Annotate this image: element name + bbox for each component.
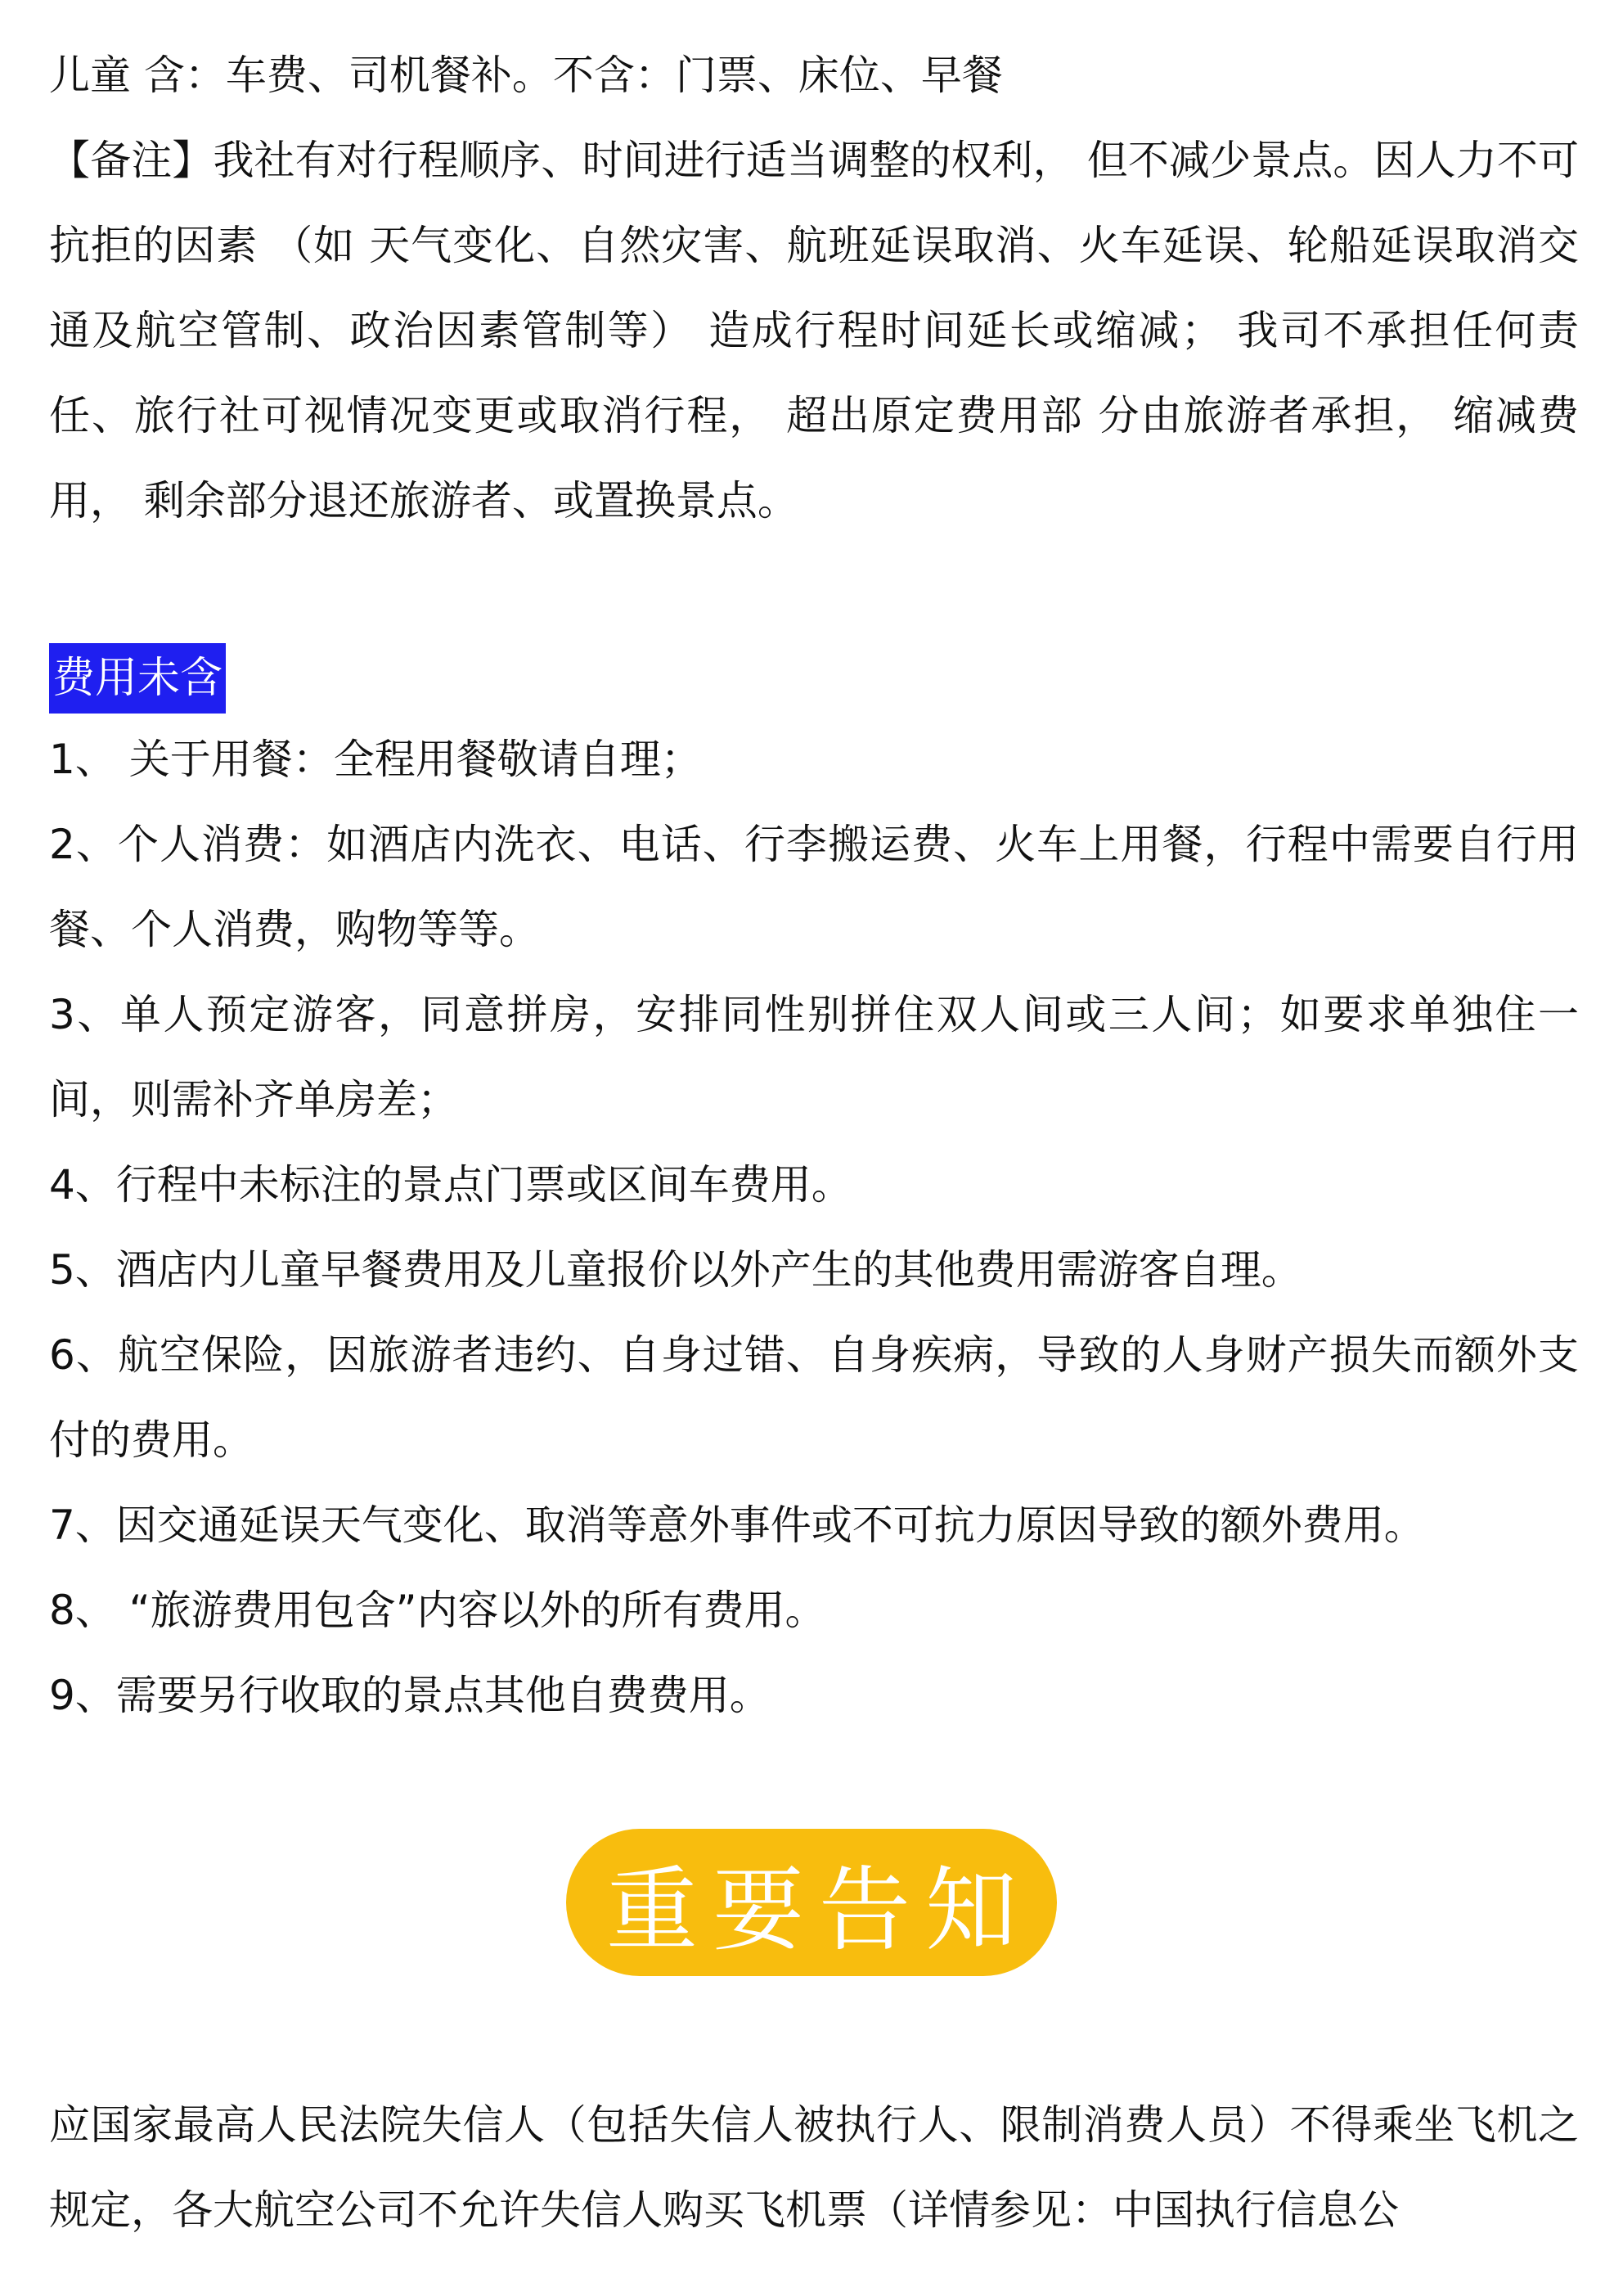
important-notice-banner: 重要告知 xyxy=(566,1829,1057,1976)
child-price-line: 儿童 含：车费、司机餐补。不含：门票、床位、早餐 xyxy=(49,52,1003,99)
list-item: 3、单人预定游客，同意拼房，安排同性别拼住双人间或三人间；如要求单独住一间，则需补齐单房差； xyxy=(49,991,1579,1123)
list-item: 1、 关于用餐：全程用餐敬请自理； xyxy=(49,736,702,783)
list-item: 8、 “旅游费用包含”内容以外的所有费用。 xyxy=(49,1587,826,1634)
list-item: 6、航空保险，因旅游者违约、自身过错、自身疾病，导致的人身财产损失而额外支付的费用。 xyxy=(49,1331,1579,1464)
list-item: 7、因交通延误天气变化、取消等意外事件或不可抗力原因导致的额外费用。 xyxy=(49,1501,1425,1549)
banner-container xyxy=(0,1825,1623,1980)
list-item: 2、个人消费：如酒店内洗衣、电话、行李搬运费、火车上用餐，行程中需要自行用餐、个人消费，购物等等。 xyxy=(49,821,1579,953)
list-item: 4、行程中未标注的景点门票或区间车费用。 xyxy=(49,1161,852,1209)
remark-paragraph: 【备注】我社有对行程顺序、时间进行适当调整的权利， 但不减少景点。因人力不可抗拒的因素 （如 天气变化、自然灾害、航班延误取消、火车延误、轮船延误取消交通及航空管制、政治因素管制等） 造成行程时间延长或缩减； 我司不承担任何责任、旅行社可视情况变更或取消行程， 超出原定费用部 分由旅游者承担， 缩减费用， 剩余部分退还旅游者、或置换景点。 xyxy=(49,137,1579,524)
list-item: 9、需要另行收取的景点其他自费费用。 xyxy=(49,1672,771,1719)
notice-section xyxy=(49,2082,1579,2253)
section-label-excluded: 费用未含 xyxy=(49,643,226,714)
list-item: 5、酒店内儿童早餐费用及儿童报价以外产生的其他费用需游客自理。 xyxy=(49,1246,1302,1294)
spacer xyxy=(49,543,1579,633)
document-body xyxy=(49,33,1579,1738)
notice-paragraph: 应国家最高人民法院失信人（包括失信人被执行人、限制消费人员）不得乘坐飞机之规定，各大航空公司不允许失信人购买飞机票（详情参见：中国执行信息公 xyxy=(49,2101,1579,2234)
excluded-section xyxy=(49,633,1579,1738)
